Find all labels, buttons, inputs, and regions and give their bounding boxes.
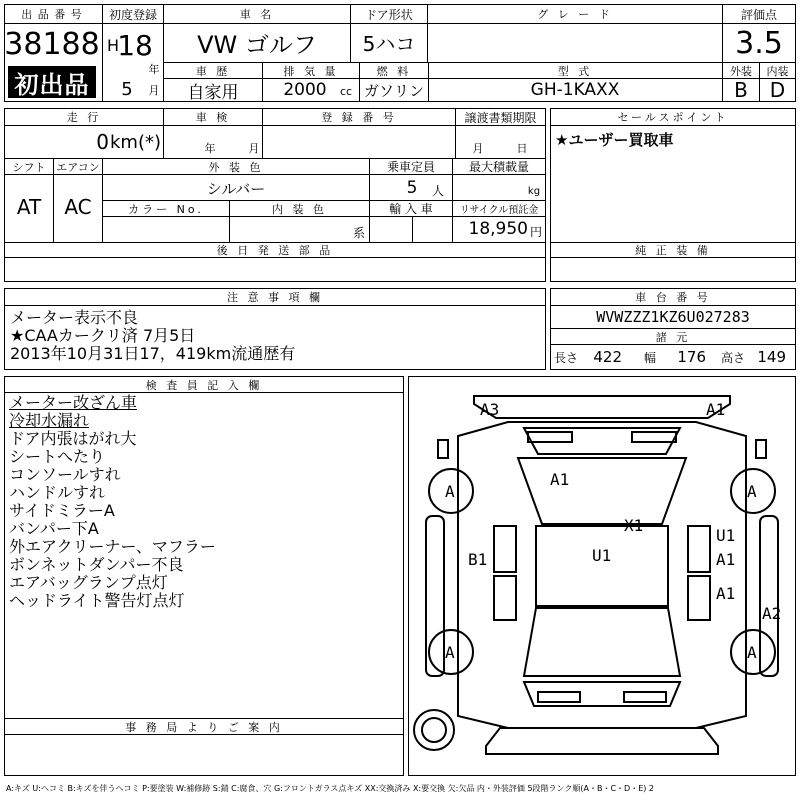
door-type: 5ハコ [362, 31, 416, 56]
note-line: ★CAAカークリ済 7月5日 [10, 326, 196, 345]
genuine-label: 純 正 装 備 [635, 244, 711, 257]
legend: A:キズ U:ヘコミ B:キズを伴うヘコミ P:要塗装 W:補修跡 S:錆 C:腐食、穴 G:フロントガラス点キズ XX:交換済み X:要交換 欠:欠品 内・外装評価 5段階ランク順(A・B・C・D・E) 2 [6, 783, 655, 793]
inspector-line: サイドミラーA [9, 501, 115, 520]
damage-a1-right-rear: A1 [716, 584, 736, 603]
spare-tire [414, 710, 454, 750]
office-label: 事 務 局 よ り ご 案 内 [125, 720, 283, 734]
door-label: ドア形状 [365, 7, 413, 22]
inspection-label: 車 検 [195, 111, 231, 124]
interior-grade: D [769, 78, 786, 102]
exterior-label: 外装 [730, 64, 752, 78]
windshield [518, 458, 686, 524]
lot-label: 出 品 番 号 [21, 8, 83, 21]
color-label: 外 装 色 [208, 160, 264, 174]
damage-b1: B1 [468, 550, 488, 569]
spec-label: 諸 元 [655, 330, 691, 344]
recycle-value: 18,950 [468, 219, 528, 239]
damage-u1-roof: U1 [592, 546, 612, 565]
era: H [106, 35, 120, 55]
first-reg-year: 18 [117, 28, 153, 62]
damage-x1: X1 [624, 516, 644, 535]
door-front-left [494, 526, 516, 572]
inspector-line: メーター改ざん車 [9, 393, 138, 412]
inspector-line: バンパー下A [9, 519, 99, 538]
inspector-line: コンソールすれ [9, 465, 121, 484]
mileage-value: 0 [96, 130, 109, 154]
transfer-label: 譲渡書類期限 [464, 110, 537, 125]
displacement-value: 2000 [283, 80, 327, 100]
history-value: 自家用 [187, 82, 239, 103]
color-value: シルバー [206, 179, 266, 198]
interior-label: 内装 [766, 64, 789, 78]
damage-a1-right: A1 [716, 550, 736, 569]
door-front-right [688, 526, 710, 572]
grade-label: グ レ ー ド [537, 8, 613, 21]
mileage-label: 走 行 [66, 111, 102, 124]
capacity-value: 5 [406, 178, 418, 198]
first-reg-month: 5 [121, 78, 133, 100]
shift-value: AT [16, 195, 42, 219]
exterior-grade: B [734, 78, 748, 102]
inspector-line: ボンネットダンパー不良 [9, 555, 184, 574]
wheel-rear-left-label: A [445, 643, 455, 662]
regno-label: 登 録 番 号 [321, 111, 397, 124]
front-bumper [474, 396, 730, 418]
damage-a2: A2 [762, 604, 782, 623]
car-diagram-svg [408, 376, 796, 776]
inspector-lines [9, 394, 399, 610]
damage-a1-front-right: A1 [706, 400, 726, 419]
displacement-label: 排 気 量 [283, 64, 339, 78]
first-reg-label: 初度登録 [108, 7, 157, 22]
sales-point-value: ★ユーザー買取車 [555, 130, 674, 149]
roof-panel [536, 526, 668, 606]
width-value: 176 [677, 348, 706, 366]
note-line: メーター表示不良 [10, 308, 139, 327]
intcolor-label: 内 装 色 [272, 202, 327, 216]
inspector-line: 外エアクリーナー、マフラー [9, 537, 216, 556]
headlight-left [528, 432, 572, 442]
ac-value: AC [64, 195, 92, 219]
fuel-label: 燃 料 [376, 64, 412, 78]
door-rear-left [494, 576, 516, 620]
fuel-value: ガソリン [363, 81, 424, 100]
door-rear-right [688, 576, 710, 620]
inspector-line: ドア内張はがれ大 [9, 429, 137, 448]
taillight-left [538, 692, 580, 702]
first-listing-badge: 初出品 [8, 66, 96, 98]
headlight-right [632, 432, 676, 442]
ac-label: エアコン [56, 160, 100, 174]
rear-bumper [486, 728, 718, 754]
chassis-number: WVWZZZ1KZ6U027283 [596, 308, 750, 326]
shift-label: シフト [12, 160, 46, 174]
inspector-line: エアバッグランプ点灯 [9, 573, 168, 592]
inspector-label: 検 査 員 記 入 欄 [145, 378, 263, 392]
mileage-unit: km(*) [110, 131, 162, 153]
length-value: 422 [593, 348, 622, 366]
damage-a3: A3 [480, 400, 500, 419]
notes-label: 注 意 事 項 欄 [227, 291, 323, 304]
regno-value [263, 127, 455, 157]
notes-lines [10, 309, 540, 363]
inspector-line: 冷却水漏れ [9, 411, 90, 430]
later-parts-label: 後 日 発 送 部 品 [216, 244, 334, 257]
import-label: 輸 入 車 [389, 202, 433, 216]
height-value: 149 [757, 348, 786, 366]
lot-number: 38188 [4, 26, 100, 62]
car-name-label: 車 名 [239, 8, 275, 21]
model-value: GH-1KAXX [530, 80, 620, 100]
recycle-label: リサイクル預託金 [459, 205, 539, 216]
capacity-label: 乗車定員 [386, 160, 435, 174]
mirror-right [756, 440, 766, 458]
damage-u1-right: U1 [716, 526, 736, 545]
wheel-front-right-label: A [747, 482, 757, 501]
sales-point-label: セールスポイント [617, 111, 729, 124]
wheel-front-left-label: A [445, 482, 455, 501]
note-line: 2013年10月31日17，419km流通歴有 [10, 344, 296, 363]
wheel-rear-right-label: A [747, 643, 757, 662]
inspector-line: ヘッドライト警告灯点灯 [9, 591, 185, 610]
score-value: 3.5 [735, 25, 783, 61]
model-label: 型 式 [557, 64, 593, 78]
grade-value [428, 24, 722, 60]
damage-a1-hood: A1 [550, 470, 570, 489]
rear-window [524, 608, 680, 676]
taillight-right [624, 692, 666, 702]
score-label: 評価点 [740, 7, 777, 22]
mirror-left [438, 440, 448, 458]
history-label: 車 歴 [195, 64, 231, 78]
inspector-line: ハンドルすれ [9, 483, 106, 502]
inspector-line: シートへたり [9, 447, 106, 466]
maxload-label: 最大積載量 [468, 160, 529, 174]
chassis-label: 車 台 番 号 [635, 291, 711, 304]
car-name: VW ゴルフ [197, 30, 317, 59]
colorno-label: カラー No. [128, 202, 204, 216]
